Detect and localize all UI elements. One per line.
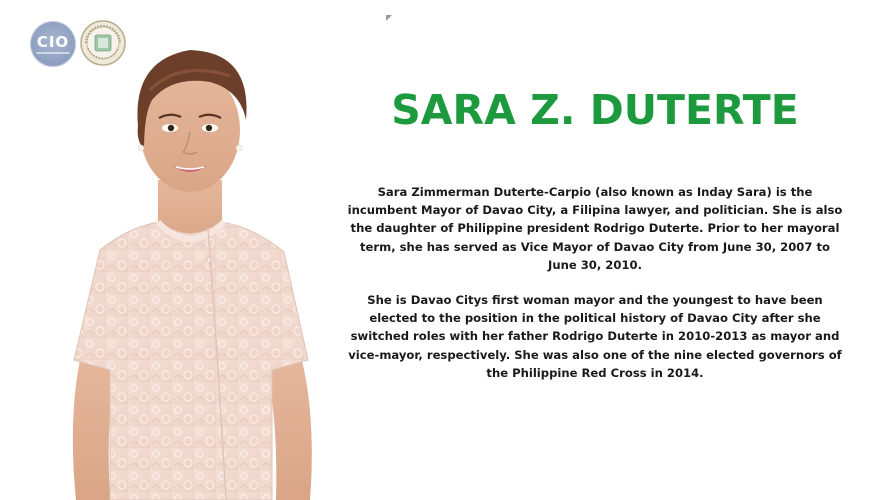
biography-paragraph-2: She is Davao Citys first woman mayor and the youngest to have been elected to the position in the political history of Davao City after she switched roles with her father Rodrigo Duterte in 2010-2013 as mayor and vice-mayor, respectively. She was also one of the nine elected governors of the Philippine Red Cross in 2014.	[348, 293, 842, 380]
biography-paragraph-1: Sara Zimmerman Duterte-Carpio (also known as Inday Sara) is the incumbent Mayor of Davao City, a Filipina lawyer, and politician. She is also the daughter of Philippine president Rodrigo Duterte. Prior to her mayoral term, she has served as Vice Mayor of Davao City from June 30, 2007 to June 30, 2010.	[347, 185, 843, 272]
woman-portrait-image	[40, 30, 340, 500]
cio-logo-text: CIO	[36, 33, 70, 51]
corner-mark	[386, 15, 392, 21]
profile-biography	[345, 183, 845, 399]
profile-name-heading: SARA Z. DUTERTE	[391, 86, 799, 134]
